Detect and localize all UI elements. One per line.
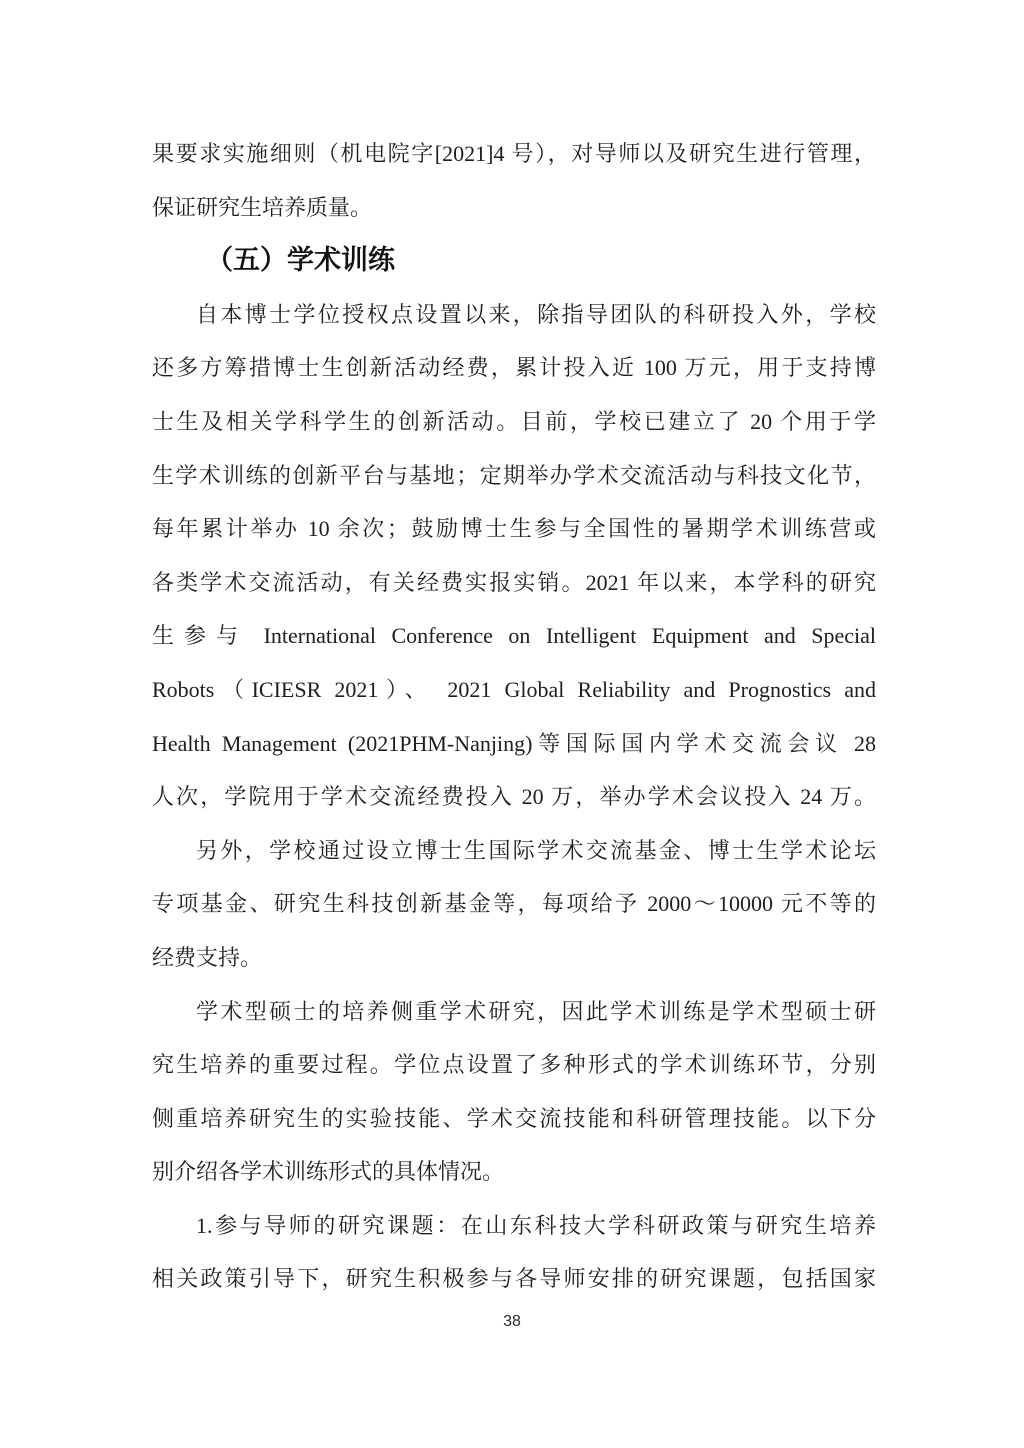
text-line: Robots（ICIESR 2021）、 2021 Global Reliability and Prognostics and [152,676,876,702]
text-line: 经费支持。 [152,944,263,970]
text-line: 每年累计举办 10 余次；鼓励博士生参与全国性的暑期学术训练营或 [152,516,876,542]
text-line: 侧重培养研究生的实验技能、学术交流技能和科研管理技能。以下分 [152,1105,876,1131]
text-column [152,127,876,1306]
text-line: 1.参与导师的研究课题：在山东科技大学科研政策与研究生培养 [196,1212,876,1238]
text-line: 保证研究生培养质量。 [152,194,373,220]
text-line: 学术型硕士的培养侧重学术研究，因此学术训练是学术型硕士研 [196,998,876,1024]
text-line: 各类学术交流活动，有关经费实报实销。2021 年以来，本学科的研究 [152,569,876,595]
text-line: 自本博士学位授权点设置以来，除指导团队的科研投入外，学校 [196,301,876,327]
text-line: 人次，学院用于学术交流经费投入 20 万，举办学术会议投入 24 万。 [152,784,876,810]
text-line: 别介绍各学术训练形式的具体情况。 [152,1159,505,1185]
text-line: 究生培养的重要过程。学位点设置了多种形式的学术训练环节，分别 [152,1052,876,1078]
text-line: 相关政策引导下，研究生积极参与各导师安排的研究课题，包括国家 [152,1266,876,1292]
text-line: 生学术训练的创新平台与基地；定期举办学术交流活动与科技文化节， [152,462,876,488]
text-line: 另外，学校通过设立博士生国际学术交流基金、博士生学术论坛 [196,837,876,863]
text-line: 还多方筹措博士生创新活动经费，累计投入近 100 万元，用于支持博 [152,355,876,381]
text-line: 生参与 International Conference on Intelligent Equipment and Special [152,623,876,649]
text-line: 专项基金、研究生科技创新基金等，每项给予 2000～10000 元不等的 [152,891,876,917]
text-line: Health Management (2021PHM-Nanjing)等国际国内学术交流会议 28 [152,730,876,756]
text-line: 士生及相关学科学生的创新活动。目前，学校已建立了 20 个用于学 [152,408,876,434]
page-number: 38 [503,1313,521,1330]
text-line: 果要求实施细则（机电院字[2021]4 号），对导师以及研究生进行管理， [152,141,876,166]
section-heading: （五）学术训练 [206,245,395,276]
